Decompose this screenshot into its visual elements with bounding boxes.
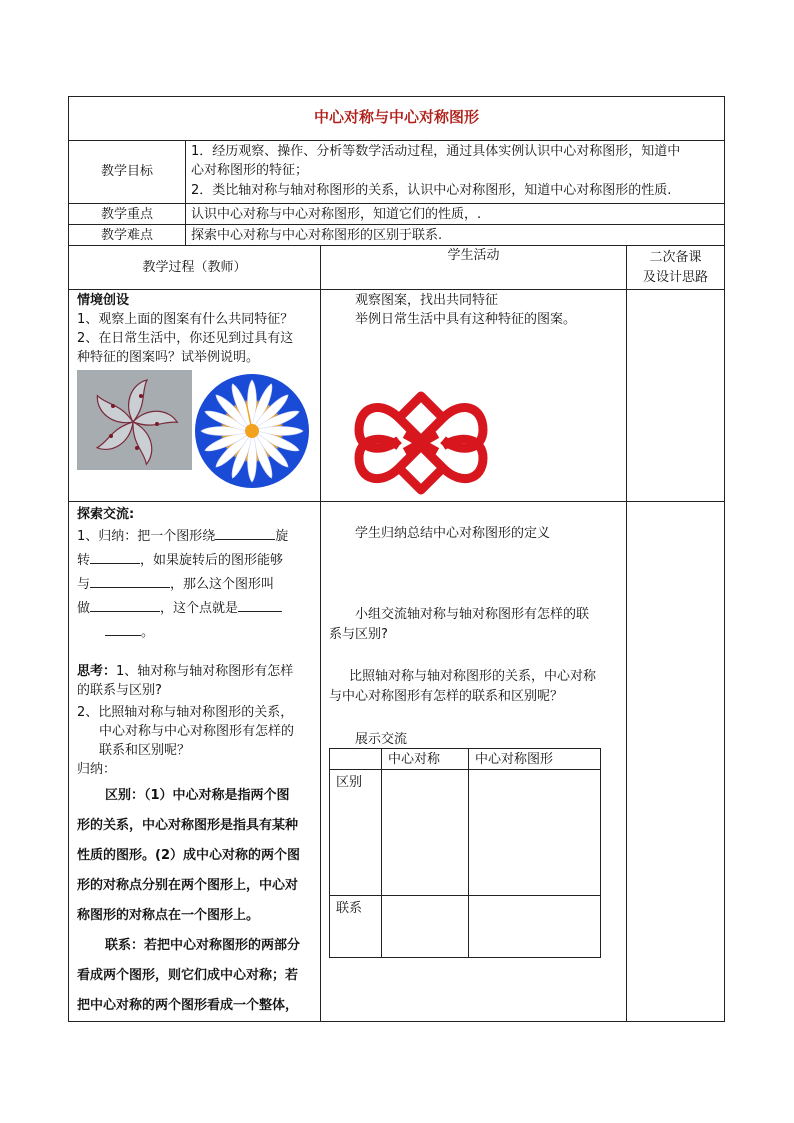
goal-line-3: 2．类比轴对称与轴对称图形的关系，认识中心对称图形，知道中心对称图形的性质. <box>191 183 672 198</box>
define-line5 <box>105 621 154 642</box>
diff-label: 区别： <box>105 788 145 803</box>
diff-line1 <box>105 786 290 805</box>
define-text-4a: 做 <box>77 601 91 616</box>
section1-student-cell <box>320 289 627 502</box>
key-text: 认识中心对称与中心对称图形，知道它们的性质，. <box>191 207 482 222</box>
student-header: 学生活动 <box>447 248 500 263</box>
think-line2: 的联系与区别? <box>77 683 162 698</box>
link-label: 联系： <box>105 938 145 953</box>
think-label: 思考： <box>77 664 117 679</box>
comparison-row-2-label <box>329 895 382 958</box>
link-line3: 把中心对称的两个图形看成一个整体， <box>77 998 299 1013</box>
hard-text-cell <box>185 224 725 246</box>
blank-5[interactable] <box>238 597 282 612</box>
student-group-line1: 小组交流轴对称与轴对称图形有怎样的联 <box>355 607 590 622</box>
section1-s2: 举例日常生活中具有这种特征的图案。 <box>355 312 577 327</box>
define-text-2b: ，如果旋转后的图形能够 <box>140 553 284 568</box>
section1-q2-line1: 2、在日常生活中，你还见到过具有这 <box>77 331 294 346</box>
section2-heading: 探索交流: <box>77 507 135 522</box>
goal-line-2: 心对称图形的特征； <box>191 163 309 178</box>
think-line4: 中心对称与中心对称图形有怎样的 <box>99 724 295 739</box>
define-text-3b: ，那么这个图形叫 <box>170 577 275 592</box>
hard-label: 教学难点 <box>100 228 153 243</box>
notes-header-line1: 二次备课 <box>649 250 702 265</box>
notes-header-cell <box>626 245 725 290</box>
hard-text: 探索中心对称与中心对称图形的区别于联系. <box>191 228 443 243</box>
student-compare-line2: 与中心对称图形有怎样的联系和区别呢？ <box>329 689 564 704</box>
comparison-table <box>329 748 601 958</box>
define-line3 <box>77 573 274 594</box>
section2-teacher-cell <box>68 501 321 1022</box>
link1: 若把中心对称图形的两部分 <box>144 938 301 953</box>
define-text-5b: 。 <box>141 625 155 640</box>
define-text-3a: 与 <box>77 577 91 592</box>
section2-student-cell <box>320 501 627 1022</box>
link-line1 <box>105 936 300 955</box>
conclude-label: 归纳： <box>77 762 117 777</box>
think-line5: 联系和区别呢？ <box>99 743 191 758</box>
goal-line-1: 1．经历观察、操作、分析等数学活动过程，通过具体实例认识中心对称图形，知道中 <box>191 144 681 159</box>
blank-3[interactable] <box>90 573 170 588</box>
notes-header-line2: 及设计思路 <box>642 270 708 285</box>
key-label-cell <box>68 203 186 225</box>
comparison-cell[interactable] <box>468 895 601 958</box>
comparison-row-2-text: 联系 <box>336 901 363 916</box>
student-compare-line1: 比照轴对称与轴对称图形的关系，中心对称 <box>349 669 597 684</box>
comparison-row-1-label <box>329 769 382 896</box>
title-row <box>68 96 725 141</box>
red-chinese-knot-icon <box>341 388 501 498</box>
define-text-2a: 转 <box>77 553 91 568</box>
comparison-cell[interactable] <box>381 769 469 896</box>
section1-heading: 情境创设 <box>77 293 130 308</box>
key-label: 教学重点 <box>100 207 153 222</box>
define-line2 <box>77 549 283 570</box>
hard-label-cell <box>68 224 186 246</box>
comparison-cell[interactable] <box>381 895 469 958</box>
page-title: 中心对称与中心对称图形 <box>313 108 479 126</box>
define-text-1b: 旋 <box>275 529 289 544</box>
blank-2[interactable] <box>90 549 140 564</box>
diff-line4: 形的对称点分别在两个图形上，中心对 <box>77 878 299 893</box>
think-line1 <box>77 662 293 681</box>
think-line3: 2、比照轴对称与轴对称图形的关系， <box>77 705 294 720</box>
comparison-cell[interactable] <box>468 769 601 896</box>
link-line2: 看成两个图形，则它们成中心对称；若 <box>77 968 299 983</box>
bauhinia-flower-icon <box>77 370 192 470</box>
blank-6[interactable] <box>105 621 141 636</box>
comparison-header-1-text: 中心对称 <box>388 752 441 767</box>
comparison-header-1 <box>381 748 469 770</box>
think1a: 1、轴对称与轴对称图形有怎样 <box>116 664 294 679</box>
teacher-header-cell <box>68 245 321 290</box>
goal-text-cell <box>185 140 725 204</box>
key-text-cell <box>185 203 725 225</box>
section1-q1: 1、观察上面的图案有什么共同特征？ <box>77 312 294 327</box>
define-line1 <box>77 525 288 546</box>
section1-s1: 观察图案，找出共同特征 <box>355 293 499 308</box>
section1-q2-line2: 种特征的图案吗？试举例说明。 <box>77 350 260 365</box>
comparison-row-1-text: 区别 <box>336 775 363 790</box>
blank-4[interactable] <box>90 597 160 612</box>
student-header-cell <box>320 245 627 290</box>
student-show: 展示交流 <box>355 732 408 747</box>
student-define: 学生归纳总结中心对称图形的定义 <box>355 526 551 541</box>
diff-line2: 形的关系，中心对称图形是指具有某种 <box>77 818 299 833</box>
section1-notes-cell <box>626 289 725 502</box>
comparison-header-2-text: 中心对称图形 <box>475 752 554 767</box>
student-group-line2: 系与区别? <box>329 627 388 642</box>
blue-sunflower-emblem-icon <box>193 372 311 490</box>
section1-teacher-cell <box>68 289 321 502</box>
comparison-header-2 <box>468 748 601 770</box>
blank-1[interactable] <box>215 525 275 540</box>
lesson-plan-table <box>68 96 725 1022</box>
diff-line3: 性质的图形。(2）成中心对称的两个图 <box>77 848 300 863</box>
teacher-header: 教学过程（教师） <box>142 260 247 275</box>
section2-notes-cell <box>626 501 725 1022</box>
goal-label-cell <box>68 140 186 204</box>
diff1: （1）中心对称是指两个图 <box>144 788 290 803</box>
define-line4 <box>77 597 282 618</box>
define-text-4b: ，这个点就是 <box>160 601 239 616</box>
comparison-corner <box>329 748 382 770</box>
goal-label: 教学目标 <box>100 164 153 179</box>
diff-line5: 称图形的对称点在一个图形上。 <box>77 908 260 923</box>
define-text-1a: 1、归纳：把一个图形绕 <box>77 529 216 544</box>
